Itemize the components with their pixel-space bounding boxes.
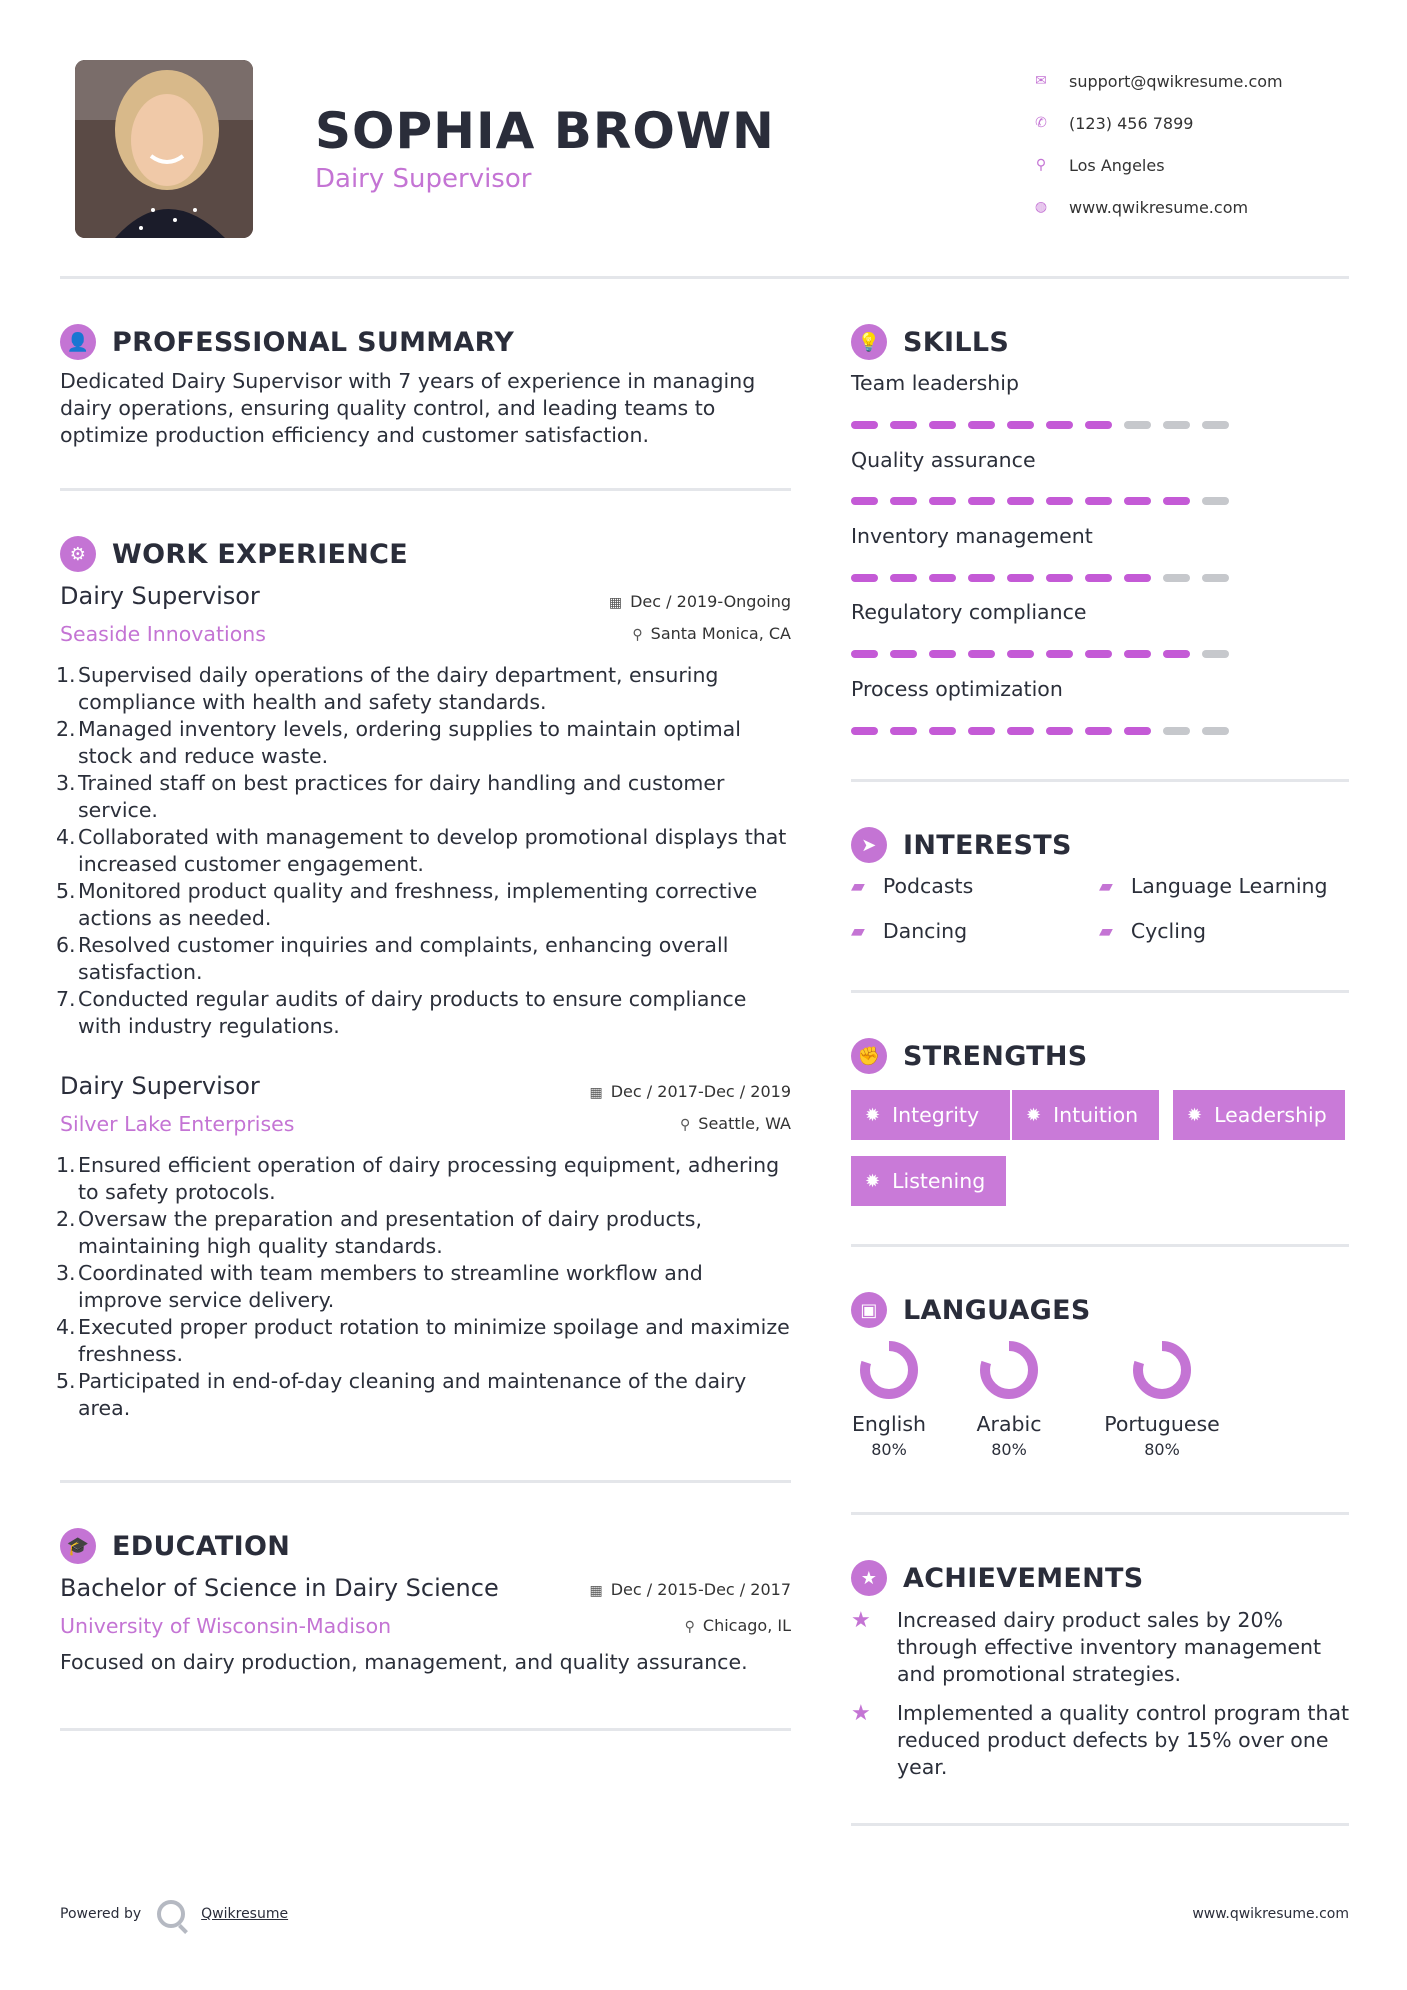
education-dates-text: Dec / 2015-Dec / 2017 (610, 1580, 791, 1599)
book-icon: ▰ (1099, 920, 1113, 942)
skill-segment (1202, 421, 1229, 429)
skill-segment (968, 650, 995, 658)
skill-segment (1202, 727, 1229, 735)
job-bullets (56, 662, 791, 1040)
skill-segment (968, 421, 995, 429)
brand-link[interactable]: Qwikresume (201, 1906, 289, 1922)
job-location-text: Seattle, WA (698, 1114, 791, 1133)
envelope-icon: ✉ (1035, 73, 1047, 89)
skill-bar (851, 421, 1229, 429)
interests-divider (851, 990, 1349, 993)
skill-segment (968, 497, 995, 505)
language-percent: 80% (991, 1440, 1027, 1459)
resume-header (60, 60, 1349, 240)
skill-segment (890, 650, 917, 658)
summary-text: Dedicated Dairy Supervisor with 7 years of experience in managing dairy operations, ensuring quality control, and leading teams to optimize production efficiency and customer satisfaction. (60, 369, 756, 447)
skill-segment (968, 574, 995, 582)
skill-segment (851, 650, 878, 658)
skill-segment (929, 497, 956, 505)
skill-segment (1007, 574, 1034, 582)
lightbulb-icon: 💡 (851, 324, 887, 360)
strength-tag: ✹ Listening (851, 1156, 1006, 1206)
job-bullets (56, 1152, 791, 1422)
skill-segment (1202, 497, 1229, 505)
language-item (969, 1340, 1049, 1459)
skill-segment (1007, 421, 1034, 429)
education-location (685, 1616, 791, 1635)
list-item: 3. Trained staff on best practices for dairy handling and customer service. (56, 771, 725, 822)
strength-tag: ✹ Intuition (1012, 1090, 1159, 1140)
skill-segment (890, 497, 917, 505)
interest-item: ▰ Podcasts (851, 874, 974, 898)
skill-segment (1124, 421, 1151, 429)
phone-icon: ✆ (1035, 115, 1047, 131)
skill-segment (929, 727, 956, 735)
education-divider (60, 1728, 791, 1731)
calendar-icon: ▦ (589, 1085, 603, 1101)
skill-segment (1085, 650, 1112, 658)
candidate-name: SOPHIA BROWN (315, 102, 775, 160)
skill-segment (1163, 574, 1190, 582)
calendar-icon: ▦ (589, 1583, 603, 1599)
skill-segment (1163, 650, 1190, 658)
summary-divider (60, 488, 791, 491)
pin-icon: ⚲ (684, 1619, 695, 1635)
job-location (680, 1114, 791, 1133)
languages-heading (851, 1292, 1091, 1328)
education-heading (60, 1528, 290, 1564)
list-item: 6. Resolved customer inquiries and complaints, enhancing overall satisfaction. (56, 933, 729, 984)
book-icon: ▰ (851, 920, 865, 942)
skill-segment (1085, 727, 1112, 735)
badge-icon: ✹ (865, 1170, 881, 1192)
skill-segment (968, 727, 995, 735)
skill-segment (1007, 650, 1034, 658)
work-divider (60, 1480, 791, 1483)
badge-icon: ✹ (1026, 1104, 1042, 1126)
skill-segment (851, 497, 878, 505)
achievements-heading (851, 1560, 1144, 1596)
language-percent: 80% (1144, 1440, 1180, 1459)
languages-heading-text: LANGUAGES (903, 1294, 1091, 1326)
shooting-star-icon: ★ (851, 1608, 871, 1633)
job-location-text: Santa Monica, CA (650, 624, 791, 643)
skill-segment (1046, 727, 1073, 735)
shooting-star-icon: ★ (851, 1701, 871, 1726)
star-badge-icon: ★ (851, 1560, 887, 1596)
skill-segment (1124, 497, 1151, 505)
education-location-text: Chicago, IL (702, 1616, 791, 1635)
skill-label: Process optimization (851, 677, 1063, 701)
strengths-heading-text: STRENGTHS (903, 1040, 1088, 1072)
qwikresume-logo-icon (157, 1900, 185, 1928)
language-icon: ▣ (851, 1292, 887, 1328)
education-entry (60, 1574, 791, 1684)
strengths-heading (851, 1038, 1088, 1074)
footer-site-link[interactable]: www.qwikresume.com (1192, 1906, 1349, 1922)
skill-segment (1124, 650, 1151, 658)
skill-segment (1046, 421, 1073, 429)
summary-heading-text: PROFESSIONAL SUMMARY (112, 326, 515, 358)
skills-divider (851, 779, 1349, 782)
job-company: Seaside Innovations (60, 622, 266, 646)
skill-label: Inventory management (851, 524, 1093, 548)
interest-item: ▰ Cycling (1099, 919, 1206, 943)
skill-segment (1046, 497, 1073, 505)
skill-segment (929, 574, 956, 582)
achievement-item (851, 1700, 1351, 1781)
job-title: Dairy Supervisor (60, 582, 260, 610)
education-dates (590, 1580, 792, 1599)
achievement-item (851, 1607, 1351, 1688)
skills-heading (851, 324, 1009, 360)
skill-bar (851, 497, 1229, 505)
skill-bar (851, 650, 1229, 658)
skill-label: Team leadership (851, 371, 1020, 395)
language-ring (1132, 1340, 1192, 1400)
briefcase-icon: ⚙ (60, 536, 96, 572)
user-icon: 👤 (60, 324, 96, 360)
header-divider (60, 276, 1349, 279)
interests-heading-text: INTERESTS (903, 829, 1072, 861)
school-name: University of Wisconsin-Madison (60, 1614, 392, 1638)
language-percent: 80% (871, 1440, 907, 1459)
list-item: 2. Managed inventory levels, ordering supplies to maintain optimal stock and reduce waste. (56, 717, 741, 768)
skill-segment (1046, 650, 1073, 658)
contact-website[interactable] (1029, 186, 1319, 228)
footer-powered-by (60, 1900, 288, 1928)
powered-by-text: Powered by (60, 1906, 142, 1922)
contact-location (1029, 144, 1319, 186)
contact-website-text: www.qwikresume.com (1069, 197, 1249, 217)
education-heading-text: EDUCATION (112, 1530, 291, 1562)
job-company: Silver Lake Enterprises (60, 1112, 295, 1136)
skill-segment (1202, 574, 1229, 582)
achievements-heading-text: ACHIEVEMENTS (903, 1562, 1144, 1594)
skill-segment (1085, 574, 1112, 582)
skill-segment (1085, 497, 1112, 505)
graduation-icon: 🎓 (60, 1528, 96, 1564)
list-item: 7. Conducted regular audits of dairy products to ensure compliance with industry regulations. (56, 987, 747, 1038)
language-item (1098, 1340, 1226, 1459)
skills-heading-text: SKILLS (903, 326, 1010, 358)
book-icon: ▰ (851, 875, 865, 897)
list-item: 2. Oversaw the preparation and presentation of dairy products, maintaining high quality standards. (56, 1207, 702, 1258)
job-dates (609, 592, 791, 611)
work-heading (60, 536, 408, 572)
job-entry (56, 1072, 791, 1432)
list-item: 4. Executed proper product rotation to minimize spoilage and maximize freshness. (56, 1315, 790, 1366)
skill-bar (851, 727, 1229, 735)
skill-segment (851, 421, 878, 429)
job-title: Dairy Supervisor (60, 1072, 260, 1100)
skill-segment (851, 727, 878, 735)
job-location (632, 624, 791, 643)
fist-icon: ✊ (851, 1038, 887, 1074)
skill-segment (1007, 727, 1034, 735)
achievements-divider (851, 1823, 1349, 1826)
strengths-divider (851, 1244, 1349, 1247)
language-name: Portuguese (1104, 1412, 1220, 1436)
skill-label: Quality assurance (851, 448, 1036, 472)
contact-email[interactable] (1029, 60, 1319, 102)
badge-icon: ✹ (865, 1104, 881, 1126)
contact-email-text: support@qwikresume.com (1069, 71, 1283, 91)
list-item: 5. Monitored product quality and freshness, implementing corrective actions as needed. (56, 879, 758, 930)
skill-segment (890, 574, 917, 582)
skill-segment (1124, 727, 1151, 735)
pin-icon: ⚲ (680, 1117, 691, 1133)
book-icon: ▰ (1099, 875, 1113, 897)
skill-segment (890, 727, 917, 735)
language-name: English (851, 1412, 927, 1436)
skill-segment (1163, 727, 1190, 735)
summary-heading (60, 324, 514, 360)
candidate-title: Dairy Supervisor (315, 164, 532, 194)
paper-plane-icon: ➤ (851, 827, 887, 863)
language-ring (979, 1340, 1039, 1400)
skill-bar (851, 574, 1229, 582)
badge-icon: ✹ (1187, 1104, 1203, 1126)
job-dates (590, 1082, 792, 1101)
language-name: Arabic (976, 1412, 1042, 1436)
achievement-text: Implemented a quality control program that reduced product defects by 15% over one year. (897, 1701, 1350, 1779)
pin-icon: ⚲ (632, 627, 643, 643)
skill-segment (929, 650, 956, 658)
degree-title: Bachelor of Science in Dairy Science (60, 1574, 499, 1602)
skill-segment (929, 421, 956, 429)
education-description: Focused on dairy production, management, and quality assurance. (60, 1650, 748, 1674)
skill-segment (1202, 650, 1229, 658)
skill-segment (1124, 574, 1151, 582)
contact-list (1029, 60, 1319, 228)
language-ring (859, 1340, 919, 1400)
contact-location-text: Los Angeles (1069, 155, 1165, 175)
list-item: 1. Supervised daily operations of the dairy department, ensuring compliance with health and safety standards. (56, 663, 719, 714)
work-heading-text: WORK EXPERIENCE (112, 538, 408, 570)
achievement-text: Increased dairy product sales by 20% through effective inventory management and promotional strategies. (897, 1608, 1322, 1686)
list-item: 4. Collaborated with management to develop promotional displays that increased customer engagement. (56, 825, 787, 876)
list-item: 1. Ensured efficient operation of dairy processing equipment, adhering to safety protocols. (56, 1153, 780, 1204)
job-dates-text: Dec / 2017-Dec / 2019 (610, 1082, 791, 1101)
list-item: 5. Participated in end-of-day cleaning and maintenance of the dairy area. (56, 1369, 747, 1420)
contact-phone[interactable] (1029, 102, 1319, 144)
interests-heading (851, 827, 1072, 863)
skill-segment (1046, 574, 1073, 582)
skill-segment (1007, 497, 1034, 505)
skill-segment (851, 574, 878, 582)
location-icon: ⚲ (1035, 157, 1047, 173)
strength-tag: ✹ Leadership (1173, 1090, 1345, 1140)
job-entry (56, 582, 791, 1042)
job-dates-text: Dec / 2019-Ongoing (630, 592, 791, 611)
interest-item: ▰ Language Learning (1099, 874, 1328, 898)
skill-segment (1085, 421, 1112, 429)
globe-icon: ◍ (1034, 199, 1048, 215)
skill-segment (1163, 497, 1190, 505)
languages-divider (851, 1512, 1349, 1515)
interest-item: ▰ Dancing (851, 919, 968, 943)
profile-photo (75, 60, 253, 238)
language-item (851, 1340, 927, 1459)
skill-label: Regulatory compliance (851, 600, 1087, 624)
strength-tag: ✹ Integrity (851, 1090, 1010, 1140)
skill-segment (890, 421, 917, 429)
contact-phone-text: (123) 456 7899 (1069, 113, 1194, 133)
calendar-icon: ▦ (608, 595, 623, 611)
skill-segment (1163, 421, 1190, 429)
list-item: 3. Coordinated with team members to streamline workflow and improve service delivery. (56, 1261, 703, 1312)
